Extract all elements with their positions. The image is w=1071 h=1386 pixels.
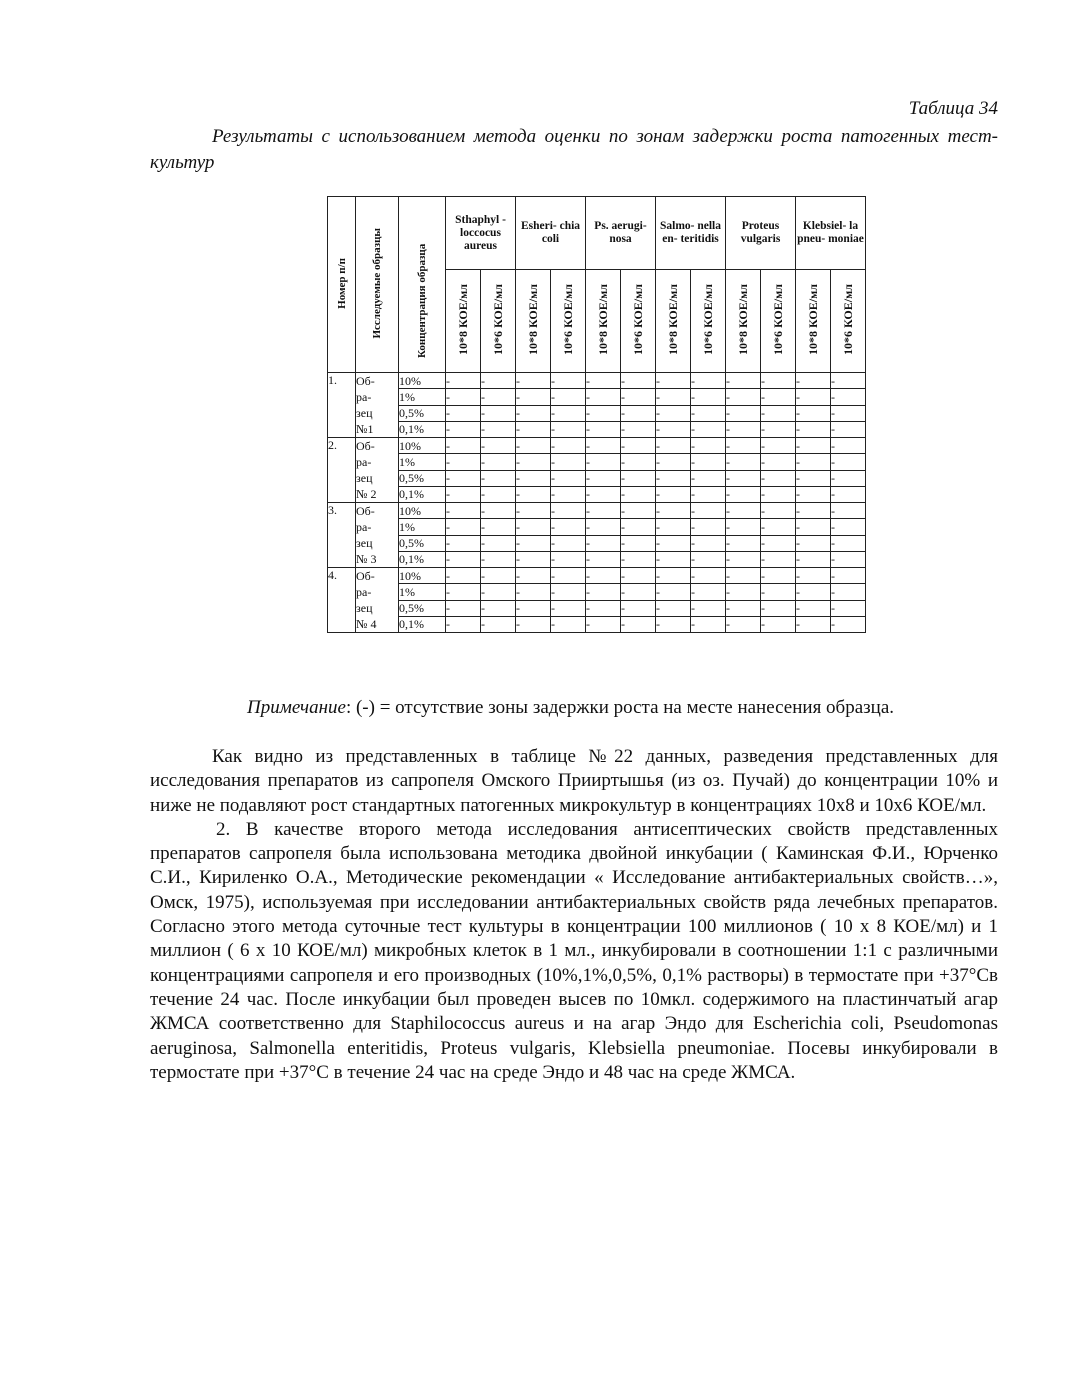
value-cell: - <box>796 568 831 584</box>
value-cell: - <box>621 535 656 551</box>
value-cell: - <box>656 454 691 470</box>
sample-name-line: Об- <box>356 504 375 518</box>
value-cell: - <box>621 373 656 389</box>
table-row <box>328 421 866 437</box>
value-cell: - <box>796 421 831 437</box>
value-cell: - <box>761 600 796 616</box>
value-cell: - <box>516 405 551 421</box>
value-cell: - <box>551 470 586 486</box>
value-cell: - <box>761 454 796 470</box>
value-cell: - <box>551 600 586 616</box>
value-cell: - <box>516 421 551 437</box>
value-cell: - <box>516 600 551 616</box>
value-cell: - <box>516 503 551 519</box>
header-dose <box>796 270 831 373</box>
value-cell: - <box>481 568 516 584</box>
value-cell: - <box>831 438 866 454</box>
value-cell: - <box>761 438 796 454</box>
value-cell: - <box>481 616 516 632</box>
sample-name-line: № 2 <box>356 487 377 501</box>
value-cell: - <box>446 405 481 421</box>
header-dose-label: 10*6 КОЕ/мл <box>491 284 505 355</box>
value-cell: - <box>621 568 656 584</box>
value-cell: - <box>621 616 656 632</box>
value-cell: - <box>446 454 481 470</box>
value-cell: - <box>796 373 831 389</box>
value-cell: - <box>691 519 726 535</box>
sample-name-line: ра- <box>356 390 372 404</box>
header-dose-label: 10*8 КОЕ/мл <box>806 284 820 355</box>
value-cell: - <box>446 584 481 600</box>
header-dose-label: 10*6 КОЕ/мл <box>771 284 785 355</box>
value-cell: - <box>761 470 796 486</box>
value-cell: - <box>516 551 551 567</box>
value-cell: - <box>831 470 866 486</box>
sample-name-line: № 4 <box>356 617 377 631</box>
value-cell: - <box>726 568 761 584</box>
sample-name-line: № 3 <box>356 552 377 566</box>
value-cell: - <box>796 405 831 421</box>
table-row <box>328 486 866 502</box>
header-dose-label: 10*8 КОЕ/мл <box>736 284 750 355</box>
value-cell: - <box>831 389 866 405</box>
value-cell: - <box>621 470 656 486</box>
value-cell: - <box>446 535 481 551</box>
concentration-cell: 10% <box>399 438 446 454</box>
sample-name-line: зец <box>356 601 373 615</box>
table-row <box>328 551 866 567</box>
concentration-cell: 1% <box>399 454 446 470</box>
value-cell: - <box>551 486 586 502</box>
header-dose <box>656 270 691 373</box>
value-cell: - <box>586 584 621 600</box>
concentration-cell: 0,5% <box>399 405 446 421</box>
value-cell: - <box>446 470 481 486</box>
row-number: 2. <box>328 438 356 503</box>
concentration-cell: 1% <box>399 584 446 600</box>
header-organism: Proteus vulgaris <box>726 197 796 270</box>
value-cell: - <box>691 535 726 551</box>
body-text <box>150 745 998 1085</box>
header-dose-label: 10*8 КОЕ/мл <box>526 284 540 355</box>
value-cell: - <box>516 470 551 486</box>
header-concentration <box>399 197 446 373</box>
sample-name <box>356 373 399 438</box>
header-organism: Esheri- chia coli <box>516 197 586 270</box>
table-row <box>328 438 866 454</box>
value-cell: - <box>586 568 621 584</box>
value-cell: - <box>726 551 761 567</box>
value-cell: - <box>516 519 551 535</box>
value-cell: - <box>726 470 761 486</box>
value-cell: - <box>691 503 726 519</box>
table-row <box>328 503 866 519</box>
value-cell: - <box>796 600 831 616</box>
sample-name-line: Об- <box>356 439 375 453</box>
sample-name-line: ра- <box>356 520 372 534</box>
value-cell: - <box>761 519 796 535</box>
value-cell: - <box>796 551 831 567</box>
header-organism: Salmo- nella en- teritidis <box>656 197 726 270</box>
header-row-organisms <box>328 197 866 270</box>
value-cell: - <box>656 519 691 535</box>
header-dose <box>761 270 796 373</box>
value-cell: - <box>621 551 656 567</box>
table-row <box>328 373 866 389</box>
value-cell: - <box>516 454 551 470</box>
value-cell: - <box>831 373 866 389</box>
value-cell: - <box>481 470 516 486</box>
value-cell: - <box>586 503 621 519</box>
value-cell: - <box>656 616 691 632</box>
value-cell: - <box>761 584 796 600</box>
value-cell: - <box>691 373 726 389</box>
header-organism: Klebsiel- la pneu- moniae <box>796 197 866 270</box>
value-cell: - <box>831 503 866 519</box>
concentration-cell: 1% <box>399 389 446 405</box>
value-cell: - <box>621 503 656 519</box>
value-cell: - <box>656 486 691 502</box>
value-cell: - <box>446 421 481 437</box>
value-cell: - <box>621 454 656 470</box>
sample-name <box>356 568 399 633</box>
value-cell: - <box>761 486 796 502</box>
value-cell: - <box>621 519 656 535</box>
value-cell: - <box>761 421 796 437</box>
value-cell: - <box>481 486 516 502</box>
value-cell: - <box>551 405 586 421</box>
value-cell: - <box>516 373 551 389</box>
header-dose <box>726 270 761 373</box>
value-cell: - <box>831 405 866 421</box>
sample-name <box>356 503 399 568</box>
header-organism: Sthaphyl -loccocus aureus <box>446 197 516 270</box>
table-row <box>328 519 866 535</box>
header-dose-label: 10*6 КОЕ/мл <box>561 284 575 355</box>
value-cell: - <box>691 568 726 584</box>
value-cell: - <box>831 568 866 584</box>
value-cell: - <box>481 405 516 421</box>
header-dose-label: 10*6 КОЕ/мл <box>631 284 645 355</box>
value-cell: - <box>446 568 481 584</box>
value-cell: - <box>481 503 516 519</box>
concentration-cell: 10% <box>399 373 446 389</box>
sample-name-line: ра- <box>356 585 372 599</box>
value-cell: - <box>586 600 621 616</box>
value-cell: - <box>656 535 691 551</box>
value-cell: - <box>831 600 866 616</box>
value-cell: - <box>551 421 586 437</box>
value-cell: - <box>831 454 866 470</box>
concentration-cell: 0,5% <box>399 600 446 616</box>
table-row <box>328 470 866 486</box>
paragraph-1: Как видно из представленных в таблице №22 данных, разведения представленных для исследования препаратов из сапропеля Омского Прииртышья (из оз. Пучай) до концентрации 10% и ниже не подавляют рост стандартных патогенных микрокультур в концентрациях 10х8 и 10х6 КОЕ/мл. <box>150 746 998 816</box>
value-cell: - <box>516 616 551 632</box>
value-cell: - <box>586 535 621 551</box>
concentration-cell: 1% <box>399 519 446 535</box>
concentration-cell: 0,5% <box>399 470 446 486</box>
value-cell: - <box>516 438 551 454</box>
value-cell: - <box>446 486 481 502</box>
value-cell: - <box>586 405 621 421</box>
value-cell: - <box>726 389 761 405</box>
table-row <box>328 535 866 551</box>
value-cell: - <box>691 486 726 502</box>
value-cell: - <box>726 503 761 519</box>
table-title: Результаты с использованием метода оценки по зонам задержки роста патогенных тест-культур <box>150 126 998 173</box>
value-cell: - <box>481 600 516 616</box>
table-row <box>328 389 866 405</box>
value-cell: - <box>761 568 796 584</box>
value-cell: - <box>691 600 726 616</box>
value-cell: - <box>831 535 866 551</box>
sample-name-line: зец <box>356 536 373 550</box>
value-cell: - <box>446 503 481 519</box>
header-dose <box>446 270 481 373</box>
table-number: Таблица 34 <box>908 98 998 119</box>
value-cell: - <box>551 519 586 535</box>
value-cell: - <box>621 421 656 437</box>
header-dose <box>516 270 551 373</box>
results-table <box>327 196 866 633</box>
value-cell: - <box>481 438 516 454</box>
value-cell: - <box>796 584 831 600</box>
value-cell: - <box>656 584 691 600</box>
value-cell: - <box>656 405 691 421</box>
note-text: : (-) = отсутствие зоны задержки роста на месте нанесения образца. <box>345 697 895 718</box>
table-row <box>328 405 866 421</box>
value-cell: - <box>551 551 586 567</box>
value-cell: - <box>726 373 761 389</box>
header-number <box>328 197 356 373</box>
value-cell: - <box>446 438 481 454</box>
value-cell: - <box>691 405 726 421</box>
value-cell: - <box>691 616 726 632</box>
value-cell: - <box>656 438 691 454</box>
sample-name-line: зец <box>356 406 373 420</box>
value-cell: - <box>551 503 586 519</box>
value-cell: - <box>586 551 621 567</box>
value-cell: - <box>446 373 481 389</box>
value-cell: - <box>551 373 586 389</box>
table-row <box>328 616 866 632</box>
value-cell: - <box>831 421 866 437</box>
value-cell: - <box>691 438 726 454</box>
value-cell: - <box>796 535 831 551</box>
value-cell: - <box>656 600 691 616</box>
value-cell: - <box>691 470 726 486</box>
table-row <box>328 568 866 584</box>
value-cell: - <box>691 421 726 437</box>
value-cell: - <box>586 421 621 437</box>
header-dose <box>831 270 866 373</box>
value-cell: - <box>691 551 726 567</box>
header-samples <box>356 197 399 373</box>
value-cell: - <box>551 535 586 551</box>
sample-name-line: №1 <box>356 422 374 436</box>
value-cell: - <box>586 486 621 502</box>
table-row <box>328 454 866 470</box>
value-cell: - <box>551 438 586 454</box>
value-cell: - <box>516 389 551 405</box>
value-cell: - <box>446 389 481 405</box>
value-cell: - <box>551 584 586 600</box>
value-cell: - <box>796 470 831 486</box>
sample-name-line: Об- <box>356 374 375 388</box>
value-cell: - <box>831 616 866 632</box>
header-dose <box>551 270 586 373</box>
value-cell: - <box>516 535 551 551</box>
value-cell: - <box>481 454 516 470</box>
value-cell: - <box>726 584 761 600</box>
header-dose <box>481 270 516 373</box>
concentration-cell: 10% <box>399 503 446 519</box>
value-cell: - <box>586 454 621 470</box>
sample-name-line: зец <box>356 471 373 485</box>
value-cell: - <box>726 535 761 551</box>
value-cell: - <box>761 503 796 519</box>
value-cell: - <box>726 486 761 502</box>
header-organism: Ps. aerugi- nosa <box>586 197 656 270</box>
value-cell: - <box>761 535 796 551</box>
value-cell: - <box>481 373 516 389</box>
value-cell: - <box>796 503 831 519</box>
value-cell: - <box>516 486 551 502</box>
value-cell: - <box>516 568 551 584</box>
value-cell: - <box>481 551 516 567</box>
header-concentration-label: Концентрация образца <box>416 243 428 358</box>
value-cell: - <box>726 519 761 535</box>
value-cell: - <box>446 551 481 567</box>
value-cell: - <box>656 568 691 584</box>
header-dose-label: 10*6 КОЕ/мл <box>701 284 715 355</box>
header-dose-label: 10*8 КОЕ/мл <box>596 284 610 355</box>
concentration-cell: 0,1% <box>399 421 446 437</box>
header-number-label: Номер п/п <box>335 257 348 309</box>
sample-name-line: ра- <box>356 455 372 469</box>
value-cell: - <box>586 389 621 405</box>
value-cell: - <box>691 454 726 470</box>
row-number: 1. <box>328 373 356 438</box>
value-cell: - <box>796 454 831 470</box>
sample-name <box>356 438 399 503</box>
value-cell: - <box>656 503 691 519</box>
value-cell: - <box>551 568 586 584</box>
concentration-cell: 10% <box>399 568 446 584</box>
value-cell: - <box>761 389 796 405</box>
value-cell: - <box>621 600 656 616</box>
value-cell: - <box>586 438 621 454</box>
value-cell: - <box>481 389 516 405</box>
value-cell: - <box>796 616 831 632</box>
value-cell: - <box>796 486 831 502</box>
header-dose <box>621 270 656 373</box>
value-cell: - <box>726 421 761 437</box>
value-cell: - <box>481 519 516 535</box>
value-cell: - <box>831 486 866 502</box>
value-cell: - <box>761 551 796 567</box>
value-cell: - <box>586 616 621 632</box>
header-dose-label: 10*8 КОЕ/мл <box>666 284 680 355</box>
paragraph-2: 2. В качестве второго метода исследования антисептических свойств представленных препаратов сапропеля была использована методика двойной инкубации ( Каминская Ф.И., Юрченко С.И., Кириленко О.А., Методические рекомендации « Исследование антибактериальных свойств…», Омск, 1975), используемая при исследовании антибактериальных свойств ряда лечебных препаратов. Согласно этого метода суточные тест культуры в концентрации 100 миллионов ( 10 х 8 КОЕ/мл) и 1 миллион ( 6 х 10 КОЕ/мл) микробных клеток в 1 мл., инкубировали в соотношении 1:1 с различными концентрациями сапропеля и его производных (10%,1%,0,5%, 0,1% растворы) в термостате при +37°Св течение 24 час. После инкубации был проведен высев по 10мкл. содержимого на пластинчатый агар ЖМСА соответственно для Staphilococcus aureus и на агар Эндо для Escherichia coli, Pseudomonas aeruginosa, Salmonella enteritidis, Proteus vulgaris, Klebsiella pneumoniae. Посевы инкубировали в термостате при +37°С в течение 24 час на среде Эндо и 48 час на среде ЖМСА. <box>150 818 998 1083</box>
value-cell: - <box>726 616 761 632</box>
value-cell: - <box>586 373 621 389</box>
value-cell: - <box>691 389 726 405</box>
value-cell: - <box>621 389 656 405</box>
sample-name-line: Об- <box>356 569 375 583</box>
value-cell: - <box>831 584 866 600</box>
row-number: 4. <box>328 568 356 633</box>
value-cell: - <box>796 519 831 535</box>
value-cell: - <box>761 616 796 632</box>
value-cell: - <box>621 405 656 421</box>
value-cell: - <box>481 421 516 437</box>
value-cell: - <box>691 584 726 600</box>
value-cell: - <box>726 405 761 421</box>
value-cell: - <box>586 519 621 535</box>
value-cell: - <box>516 584 551 600</box>
value-cell: - <box>446 519 481 535</box>
value-cell: - <box>481 535 516 551</box>
value-cell: - <box>551 454 586 470</box>
value-cell: - <box>726 454 761 470</box>
value-cell: - <box>831 551 866 567</box>
header-dose-label: 10*6 КОЕ/мл <box>841 284 855 355</box>
header-dose <box>586 270 621 373</box>
row-number: 3. <box>328 503 356 568</box>
value-cell: - <box>621 584 656 600</box>
value-cell: - <box>446 616 481 632</box>
value-cell: - <box>656 421 691 437</box>
header-dose <box>691 270 726 373</box>
value-cell: - <box>656 470 691 486</box>
header-samples-label: Исследуемые образцы <box>371 227 383 339</box>
concentration-cell: 0,1% <box>399 616 446 632</box>
value-cell: - <box>621 486 656 502</box>
concentration-cell: 0,1% <box>399 551 446 567</box>
value-cell: - <box>551 389 586 405</box>
value-cell: - <box>656 551 691 567</box>
value-cell: - <box>656 389 691 405</box>
value-cell: - <box>586 470 621 486</box>
value-cell: - <box>551 616 586 632</box>
table-row <box>328 600 866 616</box>
concentration-cell: 0,5% <box>399 535 446 551</box>
value-cell: - <box>761 405 796 421</box>
value-cell: - <box>621 438 656 454</box>
value-cell: - <box>761 373 796 389</box>
concentration-cell: 0,1% <box>399 486 446 502</box>
value-cell: - <box>656 373 691 389</box>
value-cell: - <box>726 600 761 616</box>
value-cell: - <box>796 438 831 454</box>
value-cell: - <box>446 600 481 616</box>
note-label: Примечание <box>247 697 346 718</box>
header-dose-label: 10*8 КОЕ/мл <box>456 284 470 355</box>
value-cell: - <box>796 389 831 405</box>
table-row <box>328 584 866 600</box>
value-cell: - <box>726 438 761 454</box>
value-cell: - <box>831 519 866 535</box>
value-cell: - <box>481 584 516 600</box>
table-note <box>247 697 894 719</box>
